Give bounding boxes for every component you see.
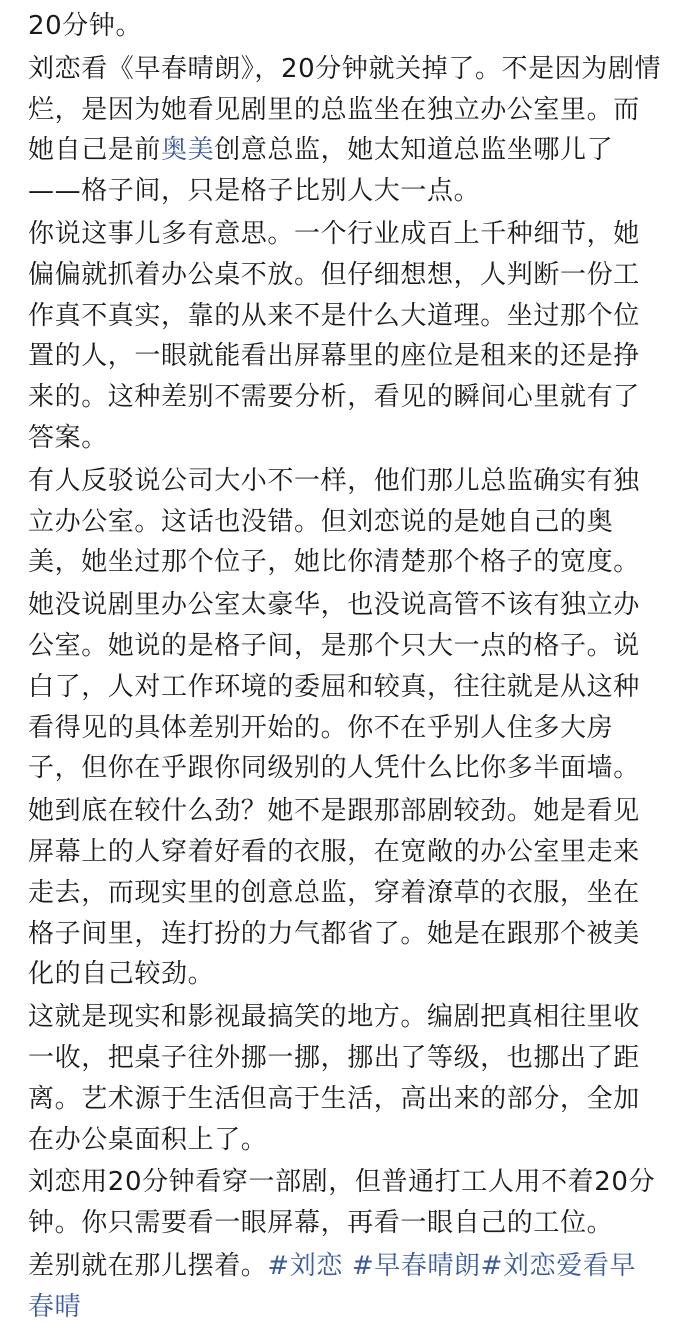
paragraph-7 bbox=[28, 997, 662, 1160]
paragraph-text: 这就是现实和影视最搞笑的地方。编剧把真相往里收一收，把桌子往外挪一挪，挪出了等级，也挪出了距离。艺术源于生活但高于生活，高出来的部分，全加在办公桌面积上了。 bbox=[28, 1002, 640, 1155]
paragraph-1 bbox=[28, 6, 662, 47]
paragraph-text: 创意总监，她太知道总监坐哪儿了——格子间，只是格子比别人大一点。 bbox=[28, 135, 614, 207]
paragraph-text: 刘恋看《早春晴朗》，20分钟就关掉了。不是因为剧情烂，是因为她看见剧里的总监坐在独立办公室里。而她自己是前 bbox=[28, 53, 662, 166]
hashtag-zaochun-qinglang[interactable]: #早春晴朗 bbox=[351, 1250, 481, 1281]
paragraph-2 bbox=[28, 49, 662, 212]
paragraph-6 bbox=[28, 791, 662, 995]
paragraph-9 bbox=[28, 1246, 662, 1328]
paragraph-text: 她到底在较什么劲？她不是跟那部剧较劲。她是看见屏幕上的人穿着好看的衣服，在宽敞的办公室里走来走去，而现实里的创意总监，穿着潦草的衣服，坐在格子间里，连打扮的力气都省了。她是在跟那个被美化的自己较劲。 bbox=[28, 796, 640, 990]
paragraph-text: 差别就在那儿摆着。 bbox=[28, 1250, 268, 1281]
paragraph-5 bbox=[28, 585, 662, 789]
ogilvy-link[interactable]: 奥美 bbox=[161, 135, 215, 166]
paragraph-4 bbox=[28, 461, 662, 583]
hashtag-liulian[interactable]: #刘恋 bbox=[267, 1250, 343, 1281]
hashtag-spacer bbox=[343, 1251, 352, 1281]
paragraph-text: 20分钟。 bbox=[28, 11, 143, 41]
hashtag-liulian-watch[interactable]: #刘恋爱看早春晴 bbox=[28, 1250, 637, 1322]
paragraph-text: 刘恋用20分钟看穿一部剧，但普通打工人用不着20分钟。你只需要看一眼屏幕，再看一眼自己的工位。 bbox=[28, 1167, 656, 1239]
paragraph-text: 她没说剧里办公室太豪华，也没说高管不该有独立办公室。她说的是格子间，是那个只大一点的格子。说白了，人对工作环境的委屈和较真，往往就是从这种看得见的具体差别开始的。你不在乎别人住多大房子，但你在乎跟你同级别的人凭什么比你多半面墙。 bbox=[28, 590, 640, 784]
paragraph-text: 有人反驳说公司大小不一样，他们那儿总监确实有独立办公室。这话也没错。但刘恋说的是她自己的奥美，她坐过那个位子，她比你清楚那个格子的宽度。 bbox=[28, 465, 640, 578]
paragraph-3 bbox=[28, 214, 662, 459]
paragraph-8 bbox=[28, 1162, 662, 1244]
paragraph-text: 你说这事儿多有意思。一个行业成百上千种细节，她偏偏就抓着办公桌不放。但仔细想想，人判断一份工作真不真实，靠的从来不是什么大道理。坐过那个位置的人，一眼就能看出屏幕里的座位是租来的还是挣来的。这种差别不需要分析，看见的瞬间心里就有了答案。 bbox=[28, 218, 640, 453]
